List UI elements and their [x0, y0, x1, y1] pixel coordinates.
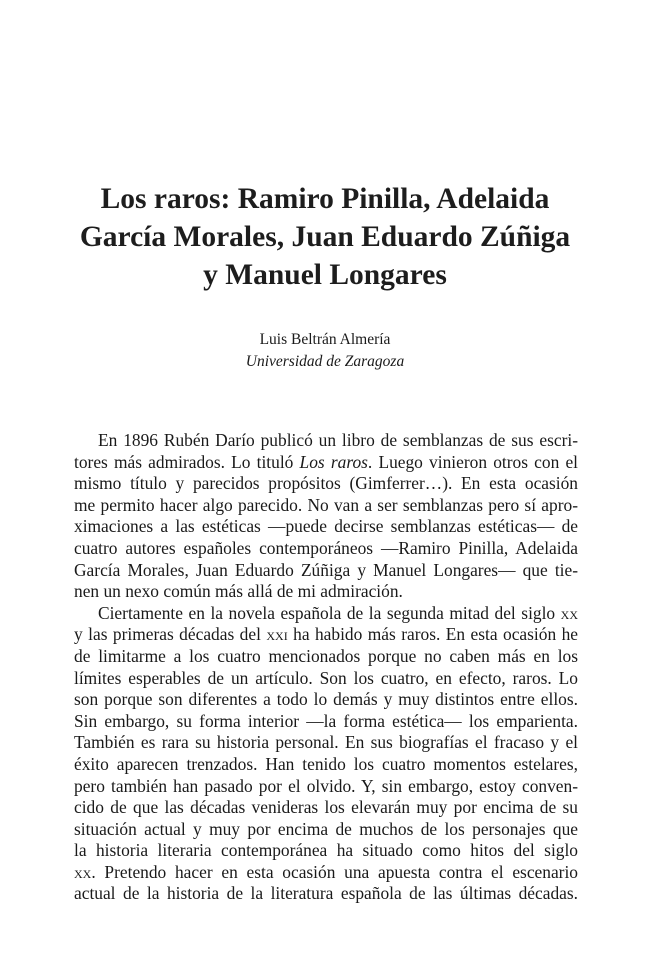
text-line: xx. Pretendo hacer en esta ocasión una apuesta contra el escenario — [74, 861, 578, 882]
author-block — [100, 329, 550, 373]
text-line: tores más admirados. Lo tituló Los raros. Luego vinieron otros con el — [74, 451, 578, 472]
text-line: nen un nexo común más allá de mi admiración. — [74, 581, 403, 602]
text-line: García Morales, Juan Eduardo Zúñiga y Manuel Longares— que tie- — [74, 559, 578, 580]
text-line: cuatro autores españoles contemporáneos —Ramiro Pinilla, Adelaida — [74, 537, 578, 558]
body-text — [74, 430, 578, 905]
text-line: ximaciones a las estéticas —puede decirse semblanzas estéticas— de — [74, 516, 578, 537]
article-title — [60, 180, 590, 294]
text-line: límites esperables de un artículo. Son los cuatro, en efecto, raros. Lo — [74, 667, 578, 688]
text-line: situación actual y muy por encima de muchos de los personajes que — [74, 818, 578, 839]
text-line: En 1896 Rubén Darío publicó un libro de semblanzas de sus escri- — [98, 430, 578, 450]
text-line: También es rara su historia personal. En sus biografías el fracaso y el — [74, 732, 578, 753]
text-line: pero también han pasado por el olvido. Y, sin embargo, estoy conven- — [74, 775, 578, 796]
text-line: la historia literaria contemporánea ha situado como hitos del siglo — [74, 840, 578, 861]
text-line: éxito aparecen trenzados. Han tenido los cuatro momentos estelares, — [74, 753, 578, 774]
text-line: cido de que las décadas venideras los elevarán muy por encima de su — [74, 797, 578, 818]
title-line: Los raros: Ramiro Pinilla, Adelaida — [100, 183, 550, 215]
text-line: y las primeras décadas del xxi ha habido más raros. En esta ocasión he — [74, 624, 579, 645]
text-line: Sin embargo, su forma interior —la forma estética— los emparienta. — [74, 710, 578, 731]
title-line: y Manuel Longares — [203, 259, 447, 291]
text-line: Ciertamente en la novela española de la segunda mitad del siglo xx — [98, 602, 578, 623]
text-line: actual de la historia de la literatura española de las últimas décadas. — [74, 883, 578, 904]
paragraph — [74, 603, 578, 905]
text-line: de limitarme a los cuatro mencionados porque no caben más en los — [74, 645, 578, 666]
author-affiliation: Universidad de Zaragoza — [245, 353, 405, 370]
text-line: son porque son diferentes a todo lo demás y muy distintos entre ellos. — [74, 689, 578, 710]
text-line: mismo título y parecidos propósitos (Gimferrer…). En esta ocasión — [74, 473, 578, 494]
author-name: Luis Beltrán Almería — [259, 331, 391, 348]
title-line: García Morales, Juan Eduardo Zúñiga — [79, 221, 571, 253]
paragraph — [74, 430, 578, 603]
text-line: me permito hacer algo parecido. No van a ser semblanzas pero sí apro- — [74, 494, 578, 515]
